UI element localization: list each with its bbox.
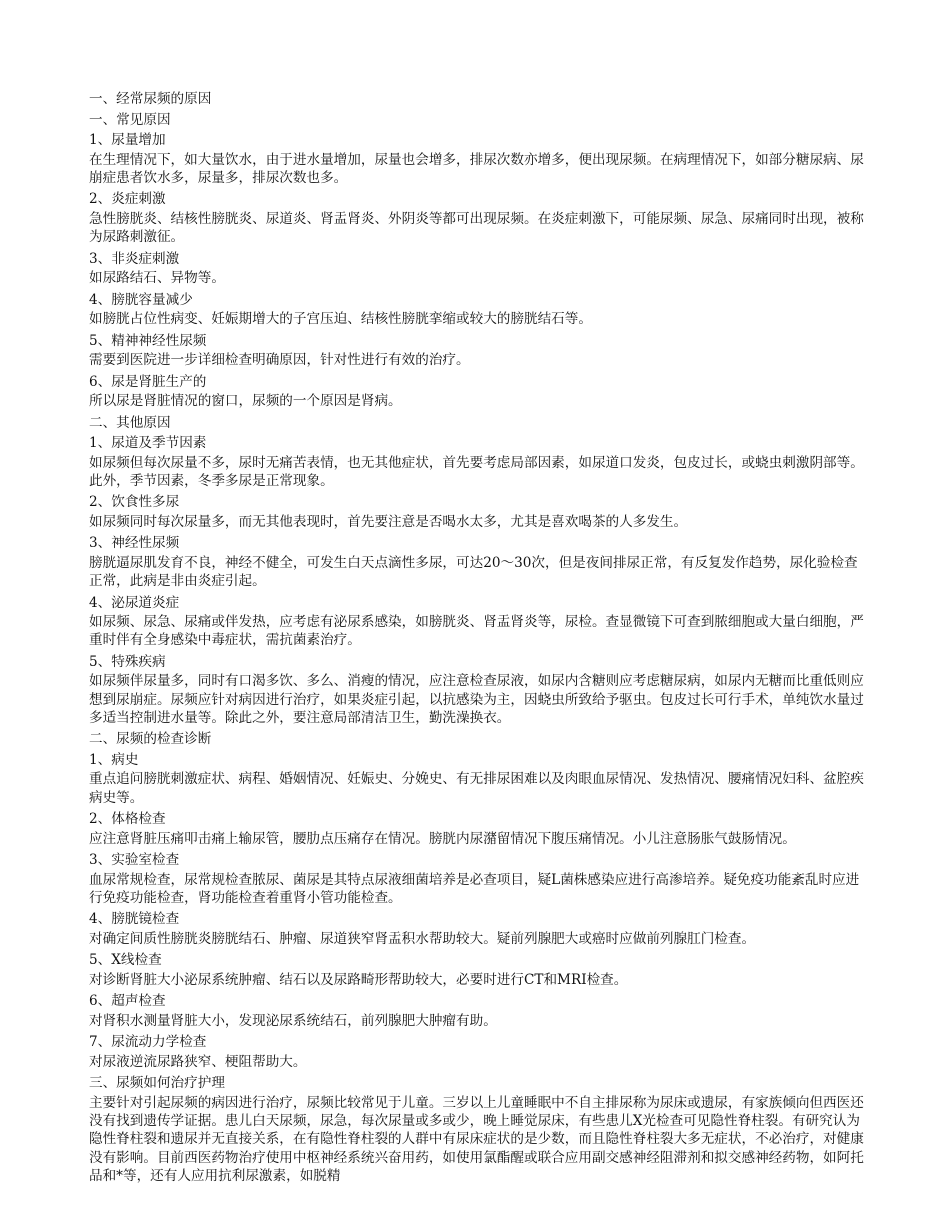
section-heading: 4、泌尿道炎症 [89, 594, 180, 611]
section-heading: 2、饮食性多尿 [89, 494, 180, 511]
paragraph: 血尿常规检查，尿常规检查脓尿、菌尿是其特点尿液细菌培养是必查项目，疑L菌株感染应进行高渗培养。疑免疫功能紊乱时应进行免疫功能检查，肾功能检查着重肾小管功能检查。 [89, 871, 860, 906]
section-heading: 三、尿频如何治疗护理 [89, 1075, 225, 1092]
section-heading: 4、膀胱镜检查 [89, 911, 180, 928]
section-heading: 二、尿频的检查诊断 [89, 731, 212, 748]
section-heading: 4、膀胱容量减少 [89, 291, 193, 308]
paragraph: 如尿路结石、异物等。 [89, 270, 225, 287]
paragraph: 如尿频但每次尿量不多，尿时无痛苦表情，也无其他症状，首先要考虑局部因素，如尿道口发炎，包皮过长，或蛲虫刺激阴部等。此外，季节因素，冬季多尿是正常现象。 [89, 454, 864, 489]
section-heading: 7、尿流动力学检查 [89, 1034, 207, 1051]
paragraph: 膀胱逼尿肌发育不良，神经不健全，可发生白天点滴性多尿，可达20～30次，但是夜间排尿正常，有反复发作趋势，尿化验检查正常，此病是非由炎症引起。 [89, 554, 858, 590]
paragraph: 所以尿是肾脏情况的窗口，尿频的一个原因是肾病。 [89, 393, 402, 410]
section-heading: 二、其他原因 [89, 414, 171, 431]
paragraph: 主要针对引起尿频的病因进行治疗，尿频比较常见于儿童。三岁以上儿童睡眠中不自主排尿称为尿床或遗尿，有家族倾向但西医还没有找到遗传学证据。患儿白天尿频，尿急，每次尿量或多或少，晚上睡觉尿床，有些患儿X光检查可见隐性脊柱裂。有研究认为隐性脊柱裂和遗尿并无直接关系，在有隐性脊柱裂的人群中有尿床症状的是少数，而且隐性脊柱裂大多无症状，不必治疗，对健康没有影响。目前西医药物治疗使用中枢神经系统兴奋用药，如使用氯酯醒或联合应用副交感神经阻滞剂和拟交感神经药物，如阿托品和*等，还有人应用抗利尿激素，如脱精 [89, 1094, 864, 1185]
paragraph: 对诊断肾脏大小泌尿系统肿瘤、结石以及尿路畸形帮助较大，必要时进行CT和MRI检查。 [89, 971, 628, 988]
paragraph: 对尿液逆流尿路狭窄、梗阻帮助大。 [89, 1053, 307, 1070]
section-heading: 1、尿量增加 [89, 132, 166, 148]
section-heading: 2、体格检查 [89, 811, 166, 828]
paragraph: 如尿频、尿急、尿痛或伴发热，应考虑有泌尿系感染，如膀胱炎、肾盂肾炎等，尿检。查显微镜下可查到脓细胞或大量白细胞，严重时伴有全身感染中毒症状，需抗菌素治疗。 [89, 614, 864, 649]
paragraph: 如尿频伴尿量多，同时有口渴多饮、多么、消瘦的情况，应注意检查尿液，如尿内含糖则应考虑糖尿病，如尿内无糖而比重低则应想到尿崩症。尿频应针对病因进行治疗，如果炎症引起，以抗感染为主，因蛲虫所致给予驱虫。包皮过长可行手术，单纯饮水量过多适当控制进水量等。除此之外，要注意局部清洁卫生，勤洗澡换衣。 [89, 673, 864, 726]
section-heading: 6、超声检查 [89, 993, 166, 1010]
paragraph: 如尿频同时每次尿量多，而无其他表现时，首先要注意是否喝水太多，尤其是喜欢喝茶的人多发生。 [89, 513, 688, 530]
section-heading: 2、炎症刺激 [89, 191, 166, 208]
section-heading: 一、常见原因 [89, 111, 171, 128]
paragraph: 急性膀胱炎、结核性膀胱炎、尿道炎、肾盂肾炎、外阴炎等都可出现尿频。在炎症刺激下，可能尿频、尿急、尿痛同时出现，被称为尿路刺激征。 [89, 210, 864, 246]
section-heading: 5、X线检查 [89, 952, 162, 969]
section-heading: 5、特殊疾病 [89, 653, 166, 670]
section-heading: 1、尿道及季节因素 [89, 435, 207, 451]
paragraph: 在生理情况下，如大量饮水，由于进水量增加，尿量也会增多，排尿次数亦增多，便出现尿频。在病理情况下，如部分糖尿病、尿崩症患者饮水多，尿量多，排尿次数也多。 [89, 151, 864, 186]
paragraph: 如膀胱占位性病变、妊娠期增大的子宫压迫、结核性膀胱挛缩或较大的膀胱结石等。 [89, 311, 592, 328]
paragraph: 重点追问膀胱刺激症状、病程、婚姻情况、妊娠史、分娩史、有无排尿困难以及肉眼血尿情况、发热情况、腰痛情况妇科、盆腔疾病史等。 [89, 771, 864, 806]
section-heading: 3、非炎症刺激 [89, 250, 180, 267]
paragraph: 需要到医院进一步详细检查明确原因，针对性进行有效的治疗。 [89, 352, 470, 369]
section-heading: 5、精神神经性尿频 [89, 332, 207, 349]
section-heading: 6、尿是肾脏生产的 [89, 373, 207, 390]
section-heading: 3、神经性尿频 [89, 535, 180, 552]
section-heading: 一、经常尿频的原因 [89, 91, 212, 107]
paragraph: 应注意肾脏压痛叩击痛上输尿管，腰肋点压痛存在情况。膀胱内尿潴留情况下腹压痛情况。小儿注意肠胀气鼓肠情况。 [89, 830, 796, 847]
section-heading: 1、病史 [89, 751, 139, 768]
paragraph: 对确定间质性膀胱炎膀胱结石、肿瘤、尿道狭窄肾盂积水帮助较大。疑前列腺肥大或癌时应做前列腺肛门检查。 [89, 930, 756, 947]
document-body [89, 89, 864, 1188]
section-heading: 3、实验室检查 [89, 852, 180, 869]
paragraph: 对肾积水测量肾脏大小，发现泌尿系统结石，前列腺肥大肿瘤有助。 [89, 1012, 497, 1029]
